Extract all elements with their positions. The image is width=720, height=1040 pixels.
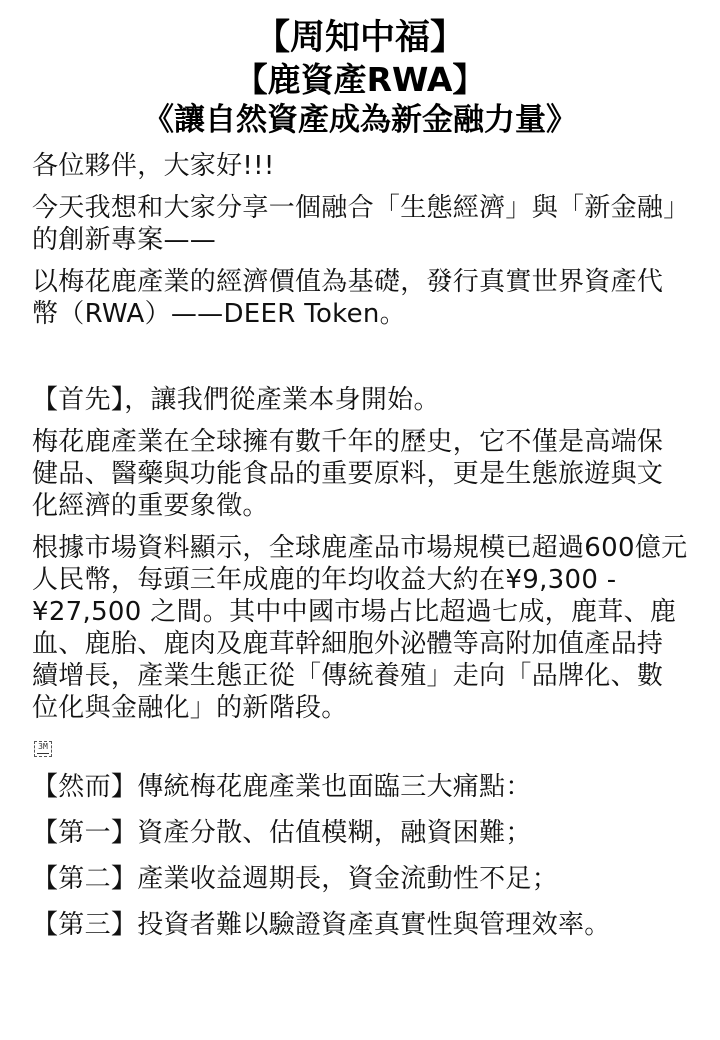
pain-point-intro: 【然而】傳統梅花鹿產業也面臨三大痛點： [32,772,532,802]
3m-icon-label: 3M [38,742,48,751]
spacer [32,340,688,384]
pain-point-1: 【第一】資產分散、估值模糊，融資困難； [32,818,532,848]
pain-point-3: 【第三】投資者難以驗證資產真實性與管理效率。 [32,910,611,940]
3m-icon-underline [37,753,49,754]
title-line-2: 【鹿資產RWA】 [234,60,486,99]
intro-paragraph-2: 以梅花鹿產業的經濟價值為基礎，發行真實世界資產代幣（RWA）——DEER Token。 [32,267,664,329]
title-line-3: 《讓自然資產成為新金融力量》 [143,102,577,138]
intro-paragraph-1: 今天我想和大家分享一個融合「生態經濟」與「新金融」的創新專案—— [32,193,677,255]
market-paragraph: 根據市場資料顯示，全球鹿產品市場規模已超過600億元人民幣，每頭三年成鹿的年均收益大約在¥9,300 - ¥27,500 之間。其中中國市場占比超過七成，鹿茸、鹿血、鹿胎、鹿肉及鹿茸幹細胞外泌體等高附加值產品持續增長，產業生態正從「傳統養殖」走向「品牌化、數位化與金融化」的新階段。 [32,533,688,723]
title-block [32,16,688,140]
first-heading: 【首先】，讓我們從產業本身開始。 [32,385,440,415]
pain-points-list [32,771,688,941]
3m-icon [34,741,52,757]
industry-paragraph: 梅花鹿產業在全球擁有數千年的歷史，它不僅是高端保健品、醫藥與功能食品的重要原料，更是生態旅遊與文化經濟的重要象徵。 [32,427,664,521]
pain-point-2: 【第二】產業收益週期長，資金流動性不足； [32,864,559,894]
title-line-1: 【周知中福】 [254,18,465,58]
greeting-paragraph: 各位夥伴，大家好!!! [32,151,275,181]
